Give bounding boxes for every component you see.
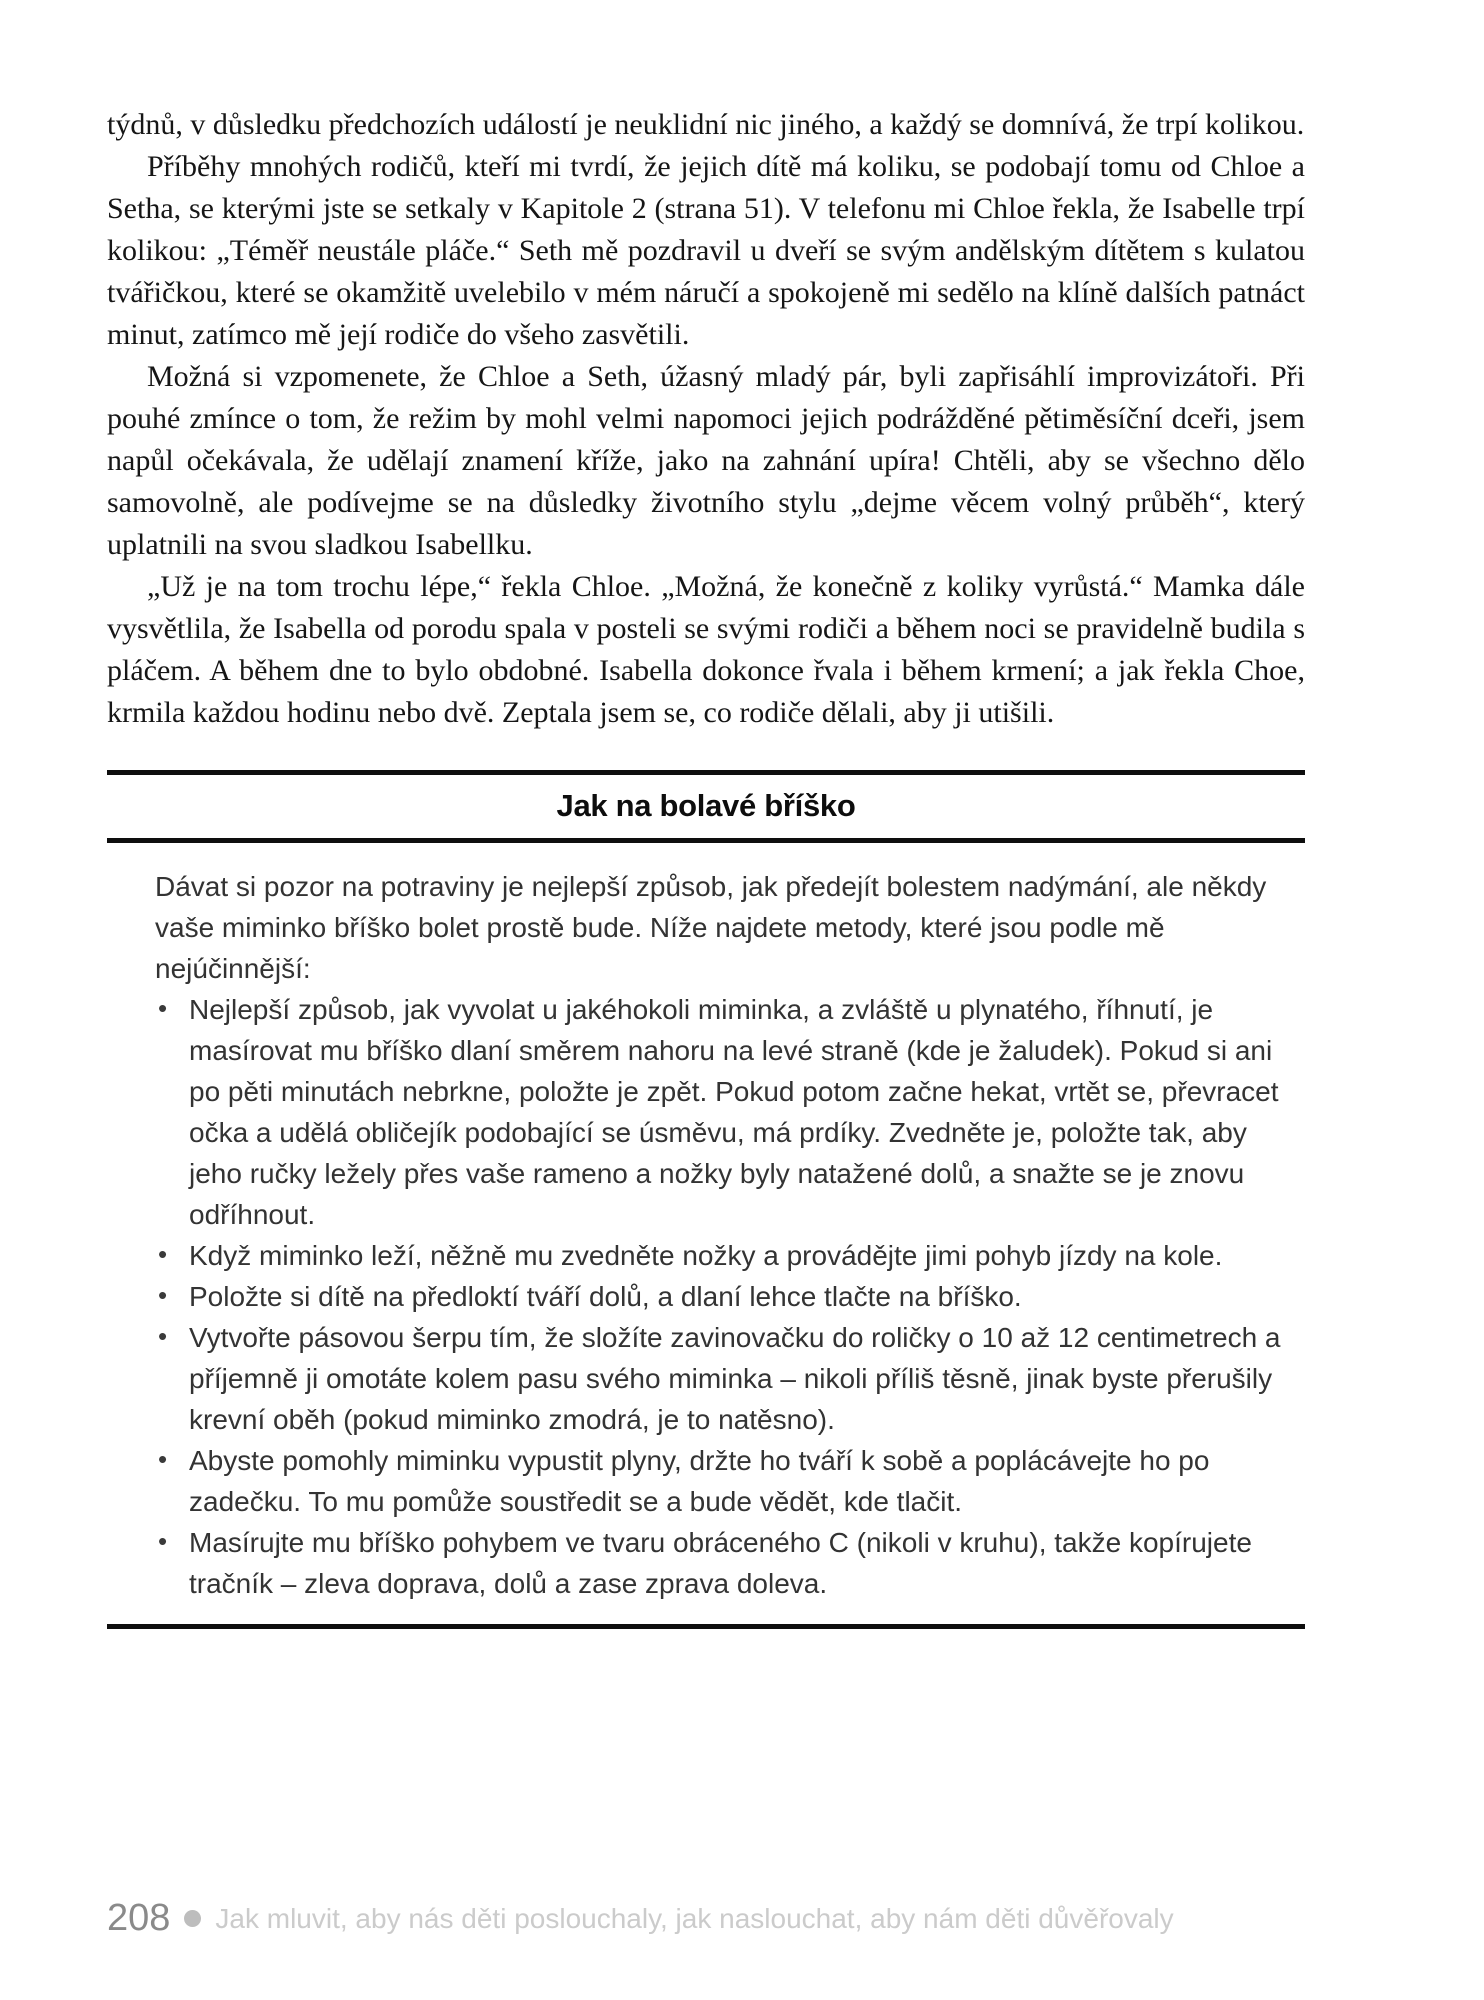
running-title: Jak mluvit, aby nás děti poslouchaly, jak naslouchat, aby nám děti důvěřovaly	[215, 1902, 1174, 1934]
callout-bullet-item: • Když miminko leží, něžně mu zvedněte nožky a provádějte jimi pohyb jízdy na kole.	[155, 1235, 1287, 1276]
paragraph: týdnů, v důsledku předchozích událostí je neuklidní nic jiného, a každý se domnívá, že trpí kolikou.	[107, 108, 1305, 141]
paragraph: Možná si vzpomenete, že Chloe a Seth, úžasný mladý pár, byli zapřisáhlí improvizátoři. Při pouhé zmínce o tom, že režim by mohl velmi napomoci jejich podrážděné pětiměsíční dceři, jsem napůl očekávala, že udělají znamení kříže, jako na zahnání upíra! Chtěli, aby se všechno dělo samovolně, ale podívejme se na důsledky životního stylu „dejme věcem volný průběh“, který uplatnili na svou sladkou Isabellku.	[107, 360, 1305, 561]
callout-bullet-list	[155, 989, 1287, 1604]
callout-bullet-item: • Nejlepší způsob, jak vyvolat u jakéhokoli miminka, a zvláště u plynatého, říhnutí, je masírovat mu bříško dlaní směrem nahoru na levé straně (kde je žaludek). Pokud si ani po pěti minutách nebrkne, položte je zpět. Pokud potom začne hekat, vrtět se, převracet očka a udělá obličejík podobající se úsměvu, má prdíky. Zvedněte je, položte tak, aby jeho ručky ležely přes vaše rameno a nožky byly natažené dolů, a snažte se je znovu odříhnout.	[155, 989, 1287, 1235]
body-paragraphs	[107, 104, 1305, 734]
callout-bullet-item: • Vytvořte pásovou šerpu tím, že složíte zavinovačku do roličky o 10 až 12 centimetrech a příjemně ji omotáte kolem pasu svého miminka – nikoli příliš těsně, jinak byste přerušily krevní oběh (pokud miminko zmodrá, je to natěsno).	[155, 1317, 1287, 1440]
paragraph: „Už je na tom trochu lépe,“ řekla Chloe. „Možná, že konečně z koliky vyrůstá.“ Mamka dále vysvětlila, že Isabella od porodu spala v posteli se svými rodiči a během noci se pravidelně budila s pláčem. A během dne to bylo obdobné. Isabella dokonce řvala i během krmení; a jak řekla Choe, krmila každou hodinu nebo dvě. Zeptala jsem se, co rodiče dělali, aby ji utišili.	[107, 570, 1305, 729]
page-footer	[107, 1897, 1174, 1940]
callout-bottom-rule	[107, 1624, 1305, 1629]
page-number: 208	[107, 1897, 171, 1939]
paragraph: Příběhy mnohých rodičů, kteří mi tvrdí, že jejich dítě má koliku, se podobají tomu od Chloe a Setha, se kterými jste se setkaly v Kapitole 2 (strana 51). V telefonu mi Chloe řekla, že Isabelle trpí kolikou: „Téměř neustále pláče.“ Seth mě pozdravil u dveří se svým andělským dítětem s kulatou tvářičkou, které se okamžitě uvelebilo v mém náručí a spokojeně mi sedělo na klíně dalších patnáct minut, zatímco mě její rodiče do všeho zasvětili.	[107, 150, 1305, 351]
callout-title: Jak na bolavé bříško	[556, 788, 856, 823]
callout-intro: Dávat si pozor na potraviny je nejlepší způsob, jak předejít bolestem nadýmání, ale někdy vaše miminko bříško bolet prostě bude. Níže najdete metody, které jsou podle mě nejúčinnější:	[155, 871, 1267, 984]
callout-body	[107, 843, 1305, 1624]
footer-dot-icon	[184, 1910, 201, 1927]
page-content	[107, 104, 1305, 1629]
callout-box	[107, 770, 1305, 1629]
callout-bullet-item: • Abyste pomohly miminku vypustit plyny, držte ho tváří k sobě a poplácávejte ho po zadečku. To mu pomůže soustředit se a bude vědět, kde tlačit.	[155, 1440, 1287, 1522]
callout-bullet-item: • Masírujte mu bříško pohybem ve tvaru obráceného C (nikoli v kruhu), takže kopírujete tračník – zleva doprava, dolů a zase zprava doleva.	[155, 1522, 1287, 1604]
callout-bullet-item: • Položte si dítě na předloktí tváří dolů, a dlaní lehce tlačte na bříško.	[155, 1276, 1287, 1317]
